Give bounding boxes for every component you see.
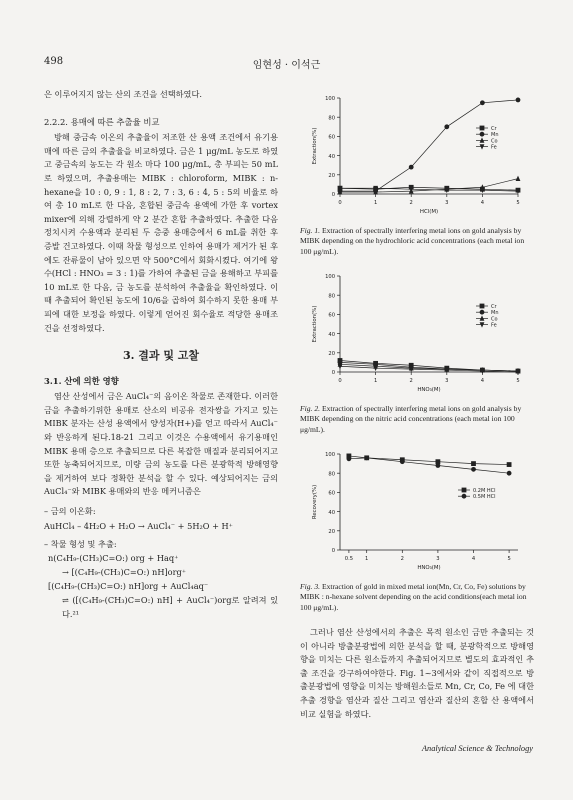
fig3-legend-marker [462,494,467,499]
fig2-y-tick-label: 0 [331,370,335,377]
complex-label: – 착물 형성 및 추출: [44,538,117,549]
fig3-x-tick-label: 4 [471,556,476,562]
fig1-data-point [480,100,485,105]
fig1-y-tick-label: 20 [328,173,335,179]
fig2-y-axis-label: Extraction(%) [312,305,318,343]
fig2-x-tick-label: 2 [409,378,413,384]
fig2-x-tick-label: 3 [445,378,449,384]
fig3-x-tick-label: 3 [436,556,440,562]
fig1-caption-label: Fig. 1. [300,226,321,235]
equation-4: [(C₄H₉-(CH₃)C=O:) nH]org + AuCl₄aq⁻ [48,581,209,592]
fig2-x-tick-label: 4 [480,378,485,384]
fig3-y-tick-label: 100 [325,452,335,459]
fig3-x-axis-label: HNO₃(M) [417,565,441,571]
fig1-x-tick-label: 5 [516,200,520,206]
section-2-2-2-body: 방해 중금속 이온의 추출율이 저조한 산 용액 조건에서 유기용매에 따른 금의 추출율을 비교하였다. 금은 1 μg/mL 농도로 하였고 중금속의 농도는 각 원소 마다 100 μg/mL, 총 부피는 50 mL로 하였으며, 추출용매는 MIBK : chloroform, MIBK : n-hexane을 10 : 0, 9 : 1, 8 : 2, 7 : 3, 6 : 4, 5 : 5의 비율로 하여 총 10 mL로 한 다음, 혼합된 중금속 용액에 가한 후 vortex mixer에 의해 강렬하게 약 2 분간 혼합 추출하였다. 추출한 다음 정치시켜 수용액과 분리된 두 층중 용매층에서 6 mL를 취한 후 증발 건고하였다. 이때 착물 형성으로 인하여 용매가 제거가 된 후에도 잔류물이 남아 있으면 약 500°C에서 회화시켰다. 여기에 왕수(HCl : HNO₃ = 3 : 1)를 가하여 추출된 금을 용해하고 부피를 10 mL로 한 다음, 금 농도를 분석하여 추출율을 확인하였다. 이때 추출되어 확인된 농도에 10/6을 곱하여 회수하지 못한 용매 부피에 대한 보정을 하였다. 이렇게 얻어진 회수율로 적당한 용매조건을 선정하였다. [44,132,278,333]
fig2-y-tick-label: 60 [328,312,335,319]
fig2-y-tick-label: 100 [325,274,335,281]
page-number: 498 [44,56,64,67]
fig1-legend-marker [480,126,485,131]
fig2-x-tick-label: 1 [373,378,378,384]
fig1-y-tick-label: 40 [328,153,335,160]
journal-footer: Analytical Science & Technology [421,744,533,753]
fig1-x-tick-label: 4 [480,200,485,206]
fig2-legend-label: Co [491,316,498,323]
fig2-legend-label: Mn [491,310,499,317]
fig3-data-point [507,471,512,476]
fig3-y-axis-label: Recovery(%) [312,484,318,520]
fig3-caption-label: Fig. 3. [300,582,321,591]
fig3-legend-label: 0.2M HCl [473,488,496,494]
fig2-caption [300,404,532,435]
fig1-data-point [409,165,414,170]
fig1-x-tick-label: 2 [409,200,413,206]
fig1-x-axis-label: HCl(M) [419,209,439,215]
fig3-data-point [436,463,441,468]
fig2-y-tick-label: 20 [328,351,335,357]
fig1-legend-label: Co [491,138,498,145]
fig3-x-tick-label: 0.5 [344,556,354,562]
fig1-y-tick-label: 80 [328,115,335,122]
section-2-2-2-title: 2.2.2. 용매에 따른 추출율 비교 [44,116,160,127]
equation-2: n(C₄H₉-(CH₃)C=O:) org + Haq⁺ [48,553,179,564]
fig1-y-tick-label: 60 [328,134,335,141]
fig1-data-point [444,124,449,129]
running-header: 임현성 · 이석근 [252,60,321,71]
fig1-caption [300,226,532,257]
fig3-data-point [364,455,369,460]
fig3-x-tick-label: 5 [507,556,511,562]
fig3-series-line-0 [349,456,509,465]
fig2-chart [300,268,536,400]
fig1-data-point [516,98,521,103]
fig2-x-axis-label: HNO₃(M) [417,387,441,393]
ionization-label: – 금의 이온화: [44,506,96,517]
fig3-y-tick-label: 0 [331,548,335,555]
fig2-series-line-3 [340,366,518,372]
section-3-1-title: 3.1. 산에 의한 영향 [44,375,119,386]
fig3-legend-label: 0.5M HCl [473,494,496,501]
fig2-y-tick-label: 40 [328,331,335,338]
fig1-legend-marker [480,132,485,137]
fig3-x-tick-label: 2 [400,556,404,562]
fig1-caption-text: Extraction of spectrally interfering metal ions on gold analysis by MIBK depending on the hydrochloric acid concentrations (each metal ion 100 μg/mL). [300,226,525,256]
fig1-y-axis-label: Extraction(%) [312,127,318,165]
fig2-legend-marker [480,310,485,315]
equation-3: → [(C₄H₉-(CH₃)C=O:) nH]org⁺ [62,567,187,578]
equation-1: AuHCl₄ – 4H₂O + H₂O → AuCl₄⁻ + 5H₂O + H⁺ [44,520,234,531]
fig1-chart [300,90,536,222]
fig3-caption-text: Extraction of gold in mixed metal ion(Mn, Cr, Co, Fe) solutions by MIBK : n-hexane solvent depending on the acid conditions(each metal ion 100 μg/mL). [300,582,527,612]
fig2-y-tick-label: 80 [328,293,335,300]
right-column-body [300,626,534,721]
fig1-data-point [516,176,521,181]
fig3-y-tick-label: 80 [328,471,335,478]
fig2-legend-marker [480,304,485,309]
fig3-legend-marker [462,488,467,493]
fig2-caption-label: Fig. 2. [300,404,321,413]
fig3-data-point [400,459,405,464]
fig3-chart [300,446,536,578]
fig3-x-tick-label: 1 [365,556,369,562]
fig1-legend-label: Fe [491,144,497,151]
fig1-y-tick-label: 100 [325,96,335,103]
fig1-legend-label: Mn [491,132,499,139]
fig1-x-tick-label: 0 [338,200,342,206]
section-3-1-body: 염산 산성에서 금은 AuCl₄⁻의 음이온 착물로 존재한다. 이러한 금을 추출하기위한 용매로 산소의 비공유 전자쌍을 가지고 있는 MIBK 분자는 산성 용액에서 양성자(H+)를 얻고 따라서 AuCl₄⁻와 반응하게 된다.18-21 그리고 이것은 수용액에서 유기용매인 MIBK 용매 층으로 추출되므로 다른 복잡한 매질과 분리되어지고 또한 농축되어지므로, 미량 금의 농도를 다른 분광학적 방해영향을 제거하여 보다 정확한 분석을 할 수 있다. 예상되어지는 금의 AuCl₄⁻와 MIBK 용매와의 반응 메커니즘은 [44,391,278,497]
fig1-x-tick-label: 3 [445,200,449,206]
fig2-legend-label: Cr [491,304,497,310]
fig3-y-tick-label: 60 [328,490,335,497]
equation-5: ⇌ ([(C₄H₉-(CH₃)C=O:) nH] + AuCl₄⁻)org로 알려져 있다.²¹ [62,595,278,620]
fig1-x-tick-label: 1 [373,200,378,206]
right-body-text: 그러나 염산 산성에서의 추출은 목적 원소인 금만 추출되는 것이 아니라 방출분광법에 의한 분석을 할 때, 분광학적으로 방해영향을 미치는 다른 원소들까지 추출되어지므로 별도의 효과적인 추출 조건을 강구하여야한다. Fig. 1~3에서와 같이 직접적으로 방출분광법에 영향을 미치는 방해원소들로 Mn, Cr, Co, Fe 에 대한 추출 경향을 염산과 질산 그리고 염산과 질산의 혼합 산 용액에서 비교 실험을 하였다. [300,627,534,719]
fig1-legend-label: Cr [491,126,497,132]
fig3-data-point [471,461,476,466]
fig2-caption-text: Extraction of spectrally interfering metal ions on gold analysis by MIBK depending on the nitric acid concentrations (each metal ion 100 μg/mL). [300,404,522,434]
fig2-x-tick-label: 0 [338,378,342,384]
fig3-y-tick-label: 20 [328,529,335,535]
intro-text: 은 이루어지지 않는 산의 조건을 선택하였다. [44,89,202,99]
fig3-data-point [507,462,512,467]
fig3-series-line-1 [349,458,509,473]
left-column [44,88,278,621]
fig3-data-point [347,456,352,461]
section-3-title: 3. 결과 및 고찰 [122,349,200,363]
fig1-y-tick-label: 0 [331,192,335,199]
fig3-caption [300,582,532,613]
fig3-y-tick-label: 40 [328,509,335,516]
fig2-legend-label: Fe [491,322,497,329]
fig3-data-point [471,467,476,472]
fig2-x-tick-label: 5 [516,378,520,384]
